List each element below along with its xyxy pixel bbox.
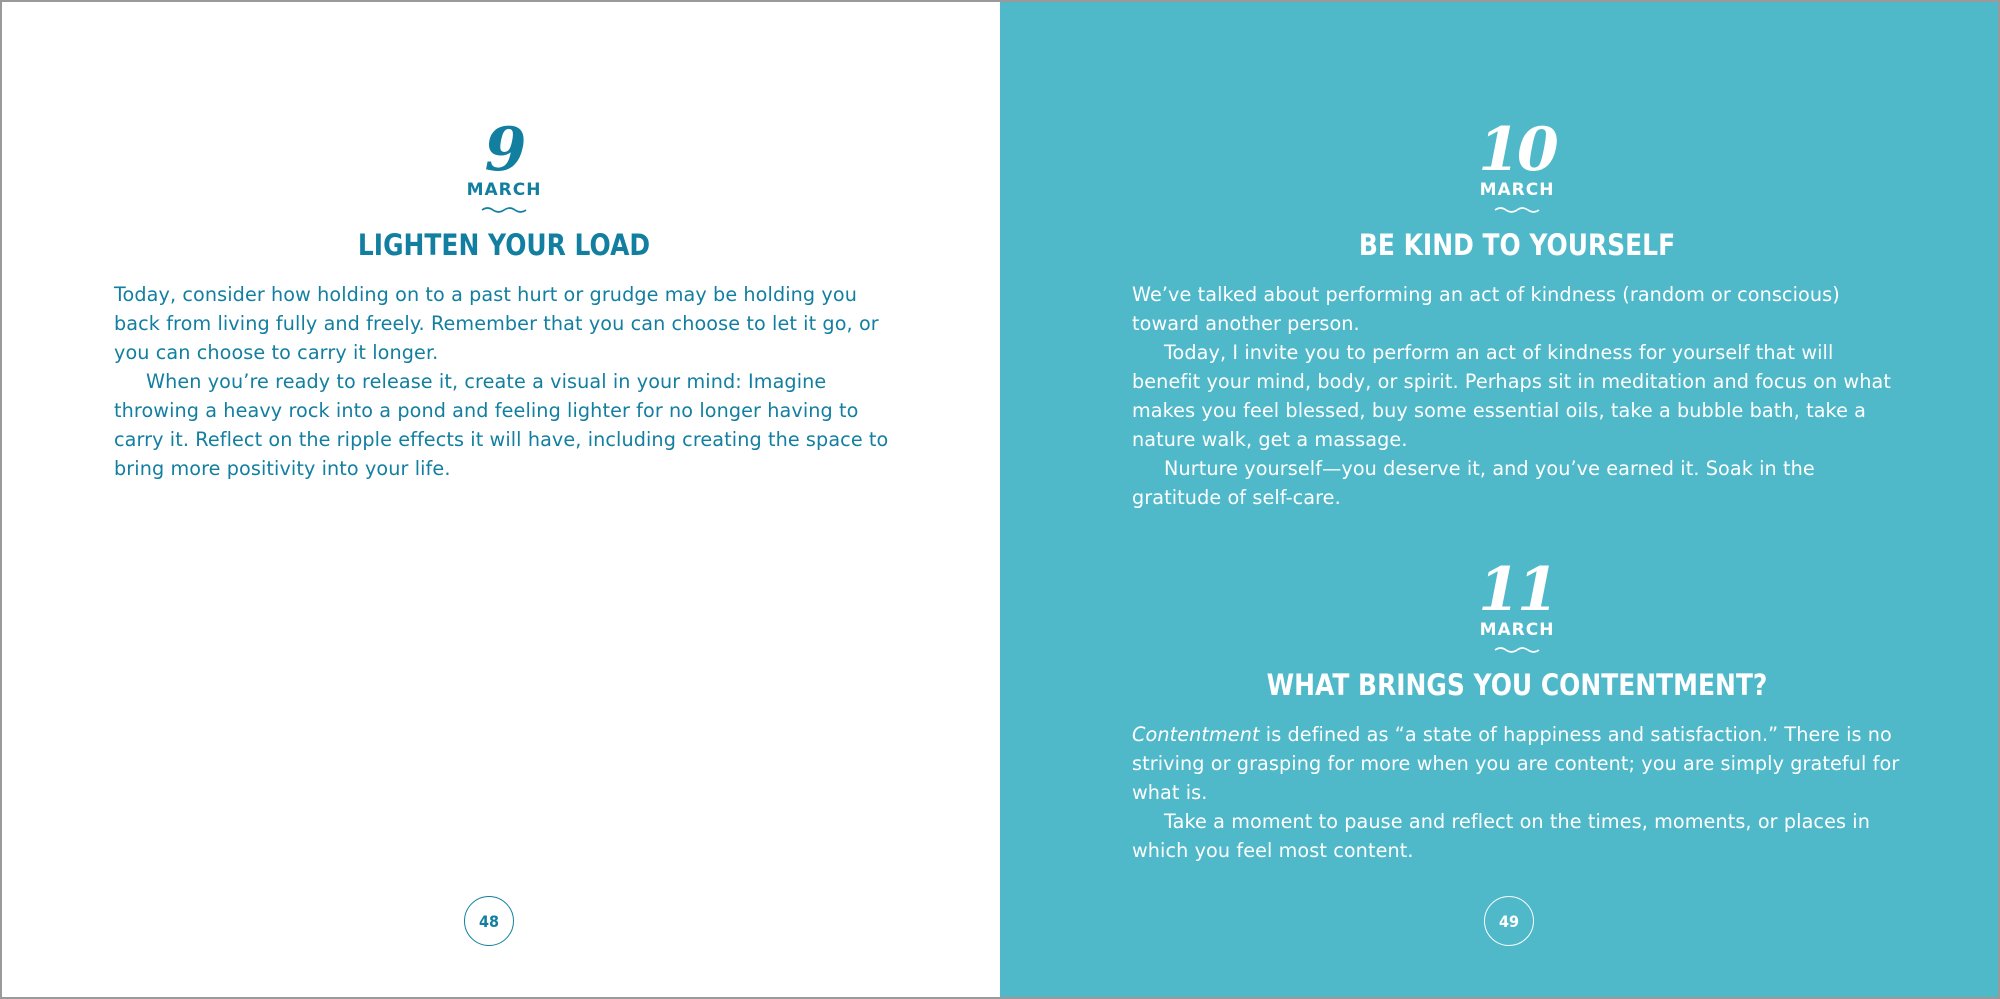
entry-body: [1132, 280, 1902, 512]
paragraph: When you’re ready to release it, create a visual in your mind: Imagine throwing a heavy rock into a pond and feeling lighter for no longer having to carry it. Reflect on the ripple effects it will have, including creating the space to bring more positivity into your life.: [114, 370, 889, 480]
day-number: 10: [1478, 115, 1556, 185]
right-page: [1000, 2, 1998, 997]
paragraph: Today, consider how holding on to a past hurt or grudge may be holding you back from living fully and freely. Remember that you can choose to let it go, or you can choose to carry it longer.: [114, 283, 879, 364]
entry-body: [114, 280, 894, 483]
day-number: 11: [1478, 555, 1556, 625]
entry-title: LIGHTEN YOUR LOAD: [357, 228, 651, 262]
date-block: [1132, 555, 1902, 654]
paragraph: Take a moment to pause and reflect on the times, moments, or places in which you feel most content.: [1132, 810, 1870, 862]
month-label: MARCH: [1479, 180, 1555, 200]
wave-divider-icon: [1494, 646, 1540, 654]
date-block: [1132, 115, 1902, 214]
paragraph: [1132, 720, 1902, 807]
entry-march-10: [1132, 115, 1902, 512]
entry-title: WHAT BRINGS YOU CONTENTMENT?: [1266, 668, 1768, 702]
paragraph: Nurture yourself—you deserve it, and you’ve earned it. Soak in the gratitude of self-care.: [1132, 457, 1815, 509]
date-block: [114, 115, 894, 214]
day-number: 9: [484, 115, 524, 185]
entry-march-11: [1132, 555, 1902, 865]
month-label: MARCH: [1479, 620, 1555, 640]
page-number: 49: [1484, 896, 1534, 946]
paragraph-text: is defined as “a state of happiness and satisfaction.” There is no striving or grasping for more when you are content; you are simply grateful for what is.: [1132, 723, 1900, 804]
left-page: [2, 2, 1000, 997]
paragraph: Today, I invite you to perform an act of kindness for yourself that will benefit your mind, body, or spirit. Perhaps sit in meditation and focus on what makes you feel blessed, buy some essential oils, take a bubble bath, take a nature walk, get a massage.: [1132, 341, 1891, 451]
entry-title: BE KIND TO YOURSELF: [1358, 228, 1676, 262]
paragraph: We’ve talked about performing an act of kindness (random or conscious) toward another person.: [1132, 283, 1840, 335]
italic-term: Contentment: [1132, 723, 1260, 746]
month-label: MARCH: [466, 180, 542, 200]
wave-divider-icon: [481, 206, 527, 214]
wave-divider-icon: [1494, 206, 1540, 214]
page-number: 48: [464, 896, 514, 946]
entry-body: [1132, 720, 1902, 865]
entry-march-9: [114, 115, 894, 483]
